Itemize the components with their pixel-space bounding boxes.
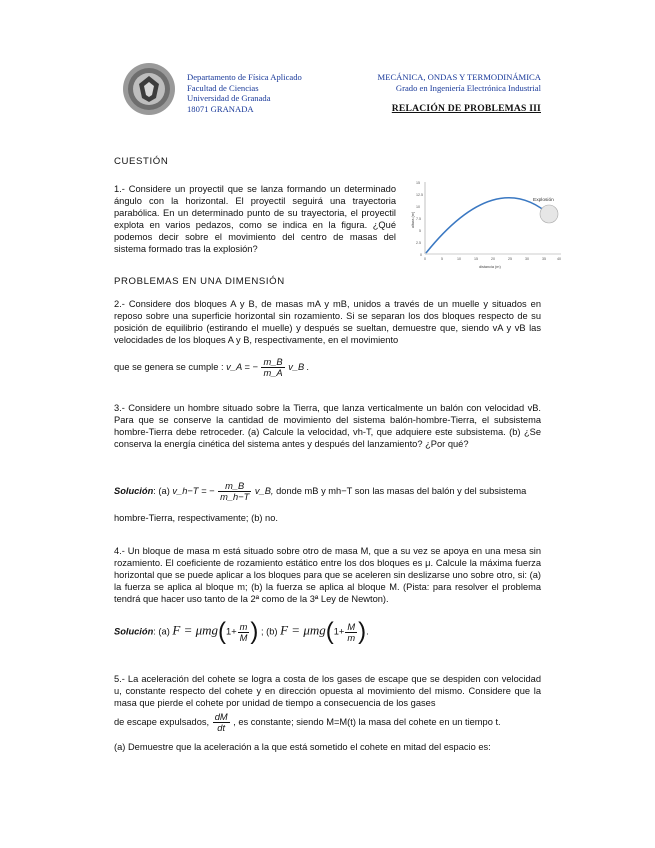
dm-dt-fraction	[213, 712, 230, 733]
problem-5-part-a: (a) Demuestre que la aceleración a la que está sometido el cohete en mitad del espacio es:	[114, 742, 491, 752]
x-tick: 20	[491, 257, 495, 261]
degree-title: Grado en Ingeniería Electrónica Industrial	[395, 82, 541, 93]
x-tick: 25	[508, 257, 512, 261]
x-tick: 5	[441, 257, 443, 261]
projectile-figure	[411, 176, 567, 276]
fraction-denominator: m_h−T	[220, 492, 250, 502]
x-tick: 35	[542, 257, 546, 261]
problem-3-solution-line2: hombre-Tierra, respectivamente; (b) no.	[114, 513, 278, 523]
solution-part-a: : (a)	[153, 626, 170, 637]
x-tick: 10	[457, 257, 461, 261]
university-line: Universidad de Granada	[187, 93, 271, 104]
fraction-denominator: dt	[217, 723, 226, 733]
section-cuestion: CUESTIÓN	[114, 156, 169, 167]
explosion-burst-icon	[540, 205, 558, 223]
x-tick: 40	[557, 257, 561, 261]
eq-lhs: v_A = −	[226, 361, 258, 372]
fraction-numerator: m	[239, 621, 248, 632]
equation-b: F = μmg	[280, 622, 326, 638]
eq-tail: v_B,	[254, 485, 274, 496]
department-header	[187, 72, 302, 114]
fraction-denominator: m_A	[263, 368, 283, 378]
result-lead: que se genera se cumple :	[114, 361, 224, 372]
y-tick: 7.5	[416, 217, 421, 221]
y-tick: 12.5	[416, 193, 423, 197]
faculty-line: Facultad de Ciencias	[187, 82, 259, 93]
course-header	[378, 72, 541, 93]
fraction-denominator: m	[347, 632, 356, 643]
course-title: MECÁNICA, ONDAS Y TERMODINÁMICA	[377, 72, 541, 82]
problem-3-text: 3.- Considere un hombre situado sobre la Tierra, que lanza verticalmente un balón con velocidad vB. Para que se conserve la cantidad de movimiento del sistema balón-hombre-Tierra, el subsistema hombre-Tierra debe retroceder. (a) Calcule la velocidad, vh-T, que adquiere este subsistema. (b) ¿Se conserva la energía cinética del sistema antes y después del lanzamiento? ¿Por qué?	[114, 403, 541, 450]
solution-part-a: : (a)	[153, 485, 170, 496]
explosion-label: Explosión	[533, 198, 554, 203]
trajectory-curve	[426, 198, 551, 253]
sheet-title: RELACIÓN DE PROBLEMAS III	[391, 103, 541, 114]
fraction-m-over-M	[238, 622, 250, 643]
solution-part-b: ; (b)	[260, 626, 278, 637]
x-tick: 30	[525, 257, 529, 261]
x-tick: 15	[474, 257, 478, 261]
equation-a: F = μmg	[172, 622, 219, 638]
problem-5-gases-line	[114, 712, 501, 733]
y-tick: 0	[420, 253, 422, 257]
x-tick: 0	[424, 257, 426, 261]
fraction-numerator: dM	[214, 712, 228, 722]
solution-label: Solución	[114, 626, 154, 637]
problem-2-equation	[114, 357, 309, 378]
y-tick: 2.5	[416, 241, 421, 245]
x-axis-label: distancia (m)	[479, 265, 501, 269]
fraction-numerator: m_B	[263, 357, 283, 367]
question-1-text: 1.- Considere un proyectil que se lanza formando un determinado ángulo con la horizontal. El proyectil seguirá una trayectoria parabólica. En un determinado punto de su trayectoria, el proyectil explota en varios pedazos, como se indica en la figura. ¿Qué podemos decir sobre el movimiento del centro de masas del sistema formado tras la explosión?	[114, 184, 396, 255]
y-tick: 10	[416, 205, 420, 209]
city-line: 18071 GRANADA	[187, 103, 254, 114]
department-line: Departamento de Física Aplicado	[187, 72, 302, 82]
problem-5-text: 5.- La aceleración del cohete se logra a costa de los gases de escape que se despiden con velocidad u, constante respecto del cohete y en dirección opuesta al movimiento del mismo. Considere que la masa que pierde el cohete por unidad de tiempo a consecuencia de los gases	[114, 674, 541, 709]
y-axis-label: altura (m)	[411, 211, 415, 228]
solution-rest: donde mB y mh−T son las masas del balón y del subsistema	[276, 485, 527, 496]
mass-ratio-fraction	[218, 481, 251, 502]
gases-lead: de escape expulsados,	[114, 716, 210, 727]
eq-tail: v_B .	[288, 361, 310, 372]
eq-lhs: v_h−T = −	[172, 485, 215, 496]
fraction-numerator: m_B	[218, 481, 251, 492]
problem-4-text: 4.- Un bloque de masa m está situado sobre otro de masa M, que a su vez se apoya en una mesa sin rozamiento. El coeficiente de rozamiento estático entre los dos bloques es μ. Calcule la máxima fuerza horizontal que se puede aplicar a los bloques para que se aceleren sin deslizarse uno sobre otro, si: (a) la fuerza se aplica al bloque m; (b) la fuerza se aplica al bloque M. (Pista: para resolver el problema tendrá que hacer uso tanto de la 2ª como de la 3ª Ley de Newton).	[114, 546, 541, 605]
gases-tail: , es constante; siendo M=M(t) la masa del cohete en un tiempo t.	[233, 716, 501, 727]
section-problemas: PROBLEMAS EN UNA DIMENSIÓN	[114, 276, 285, 287]
fraction-numerator: M	[347, 621, 356, 632]
problem-2-text: 2.- Considere dos bloques A y B, de masas mA y mB, unidos a través de un muelle y situados en reposo sobre una superficie horizontal sin rozamiento. Si se separan los dos bloques respecto de su posición de equilibrio (estirando el muelle) y después se sueltan, demuestre que, siendo vA y vB las velocidades de los bloques A y B, respectivamente, en el movimiento	[114, 299, 541, 346]
problem-4-solution: Solución: (a) F = μmg(1+ $\frac{m}{M}$ ) ; (b) F = μmg(1+ $\frac{M}{m}$ ).	[114, 618, 369, 645]
solution-label: Solución	[114, 485, 154, 496]
problem-3-solution	[114, 481, 526, 502]
university-seal-icon	[122, 62, 176, 116]
mass-ratio-fraction	[261, 357, 284, 378]
fraction-M-over-m	[345, 622, 357, 643]
y-tick: 15	[416, 181, 420, 185]
y-tick: 5	[419, 229, 421, 233]
fraction-denominator: M	[239, 632, 248, 643]
